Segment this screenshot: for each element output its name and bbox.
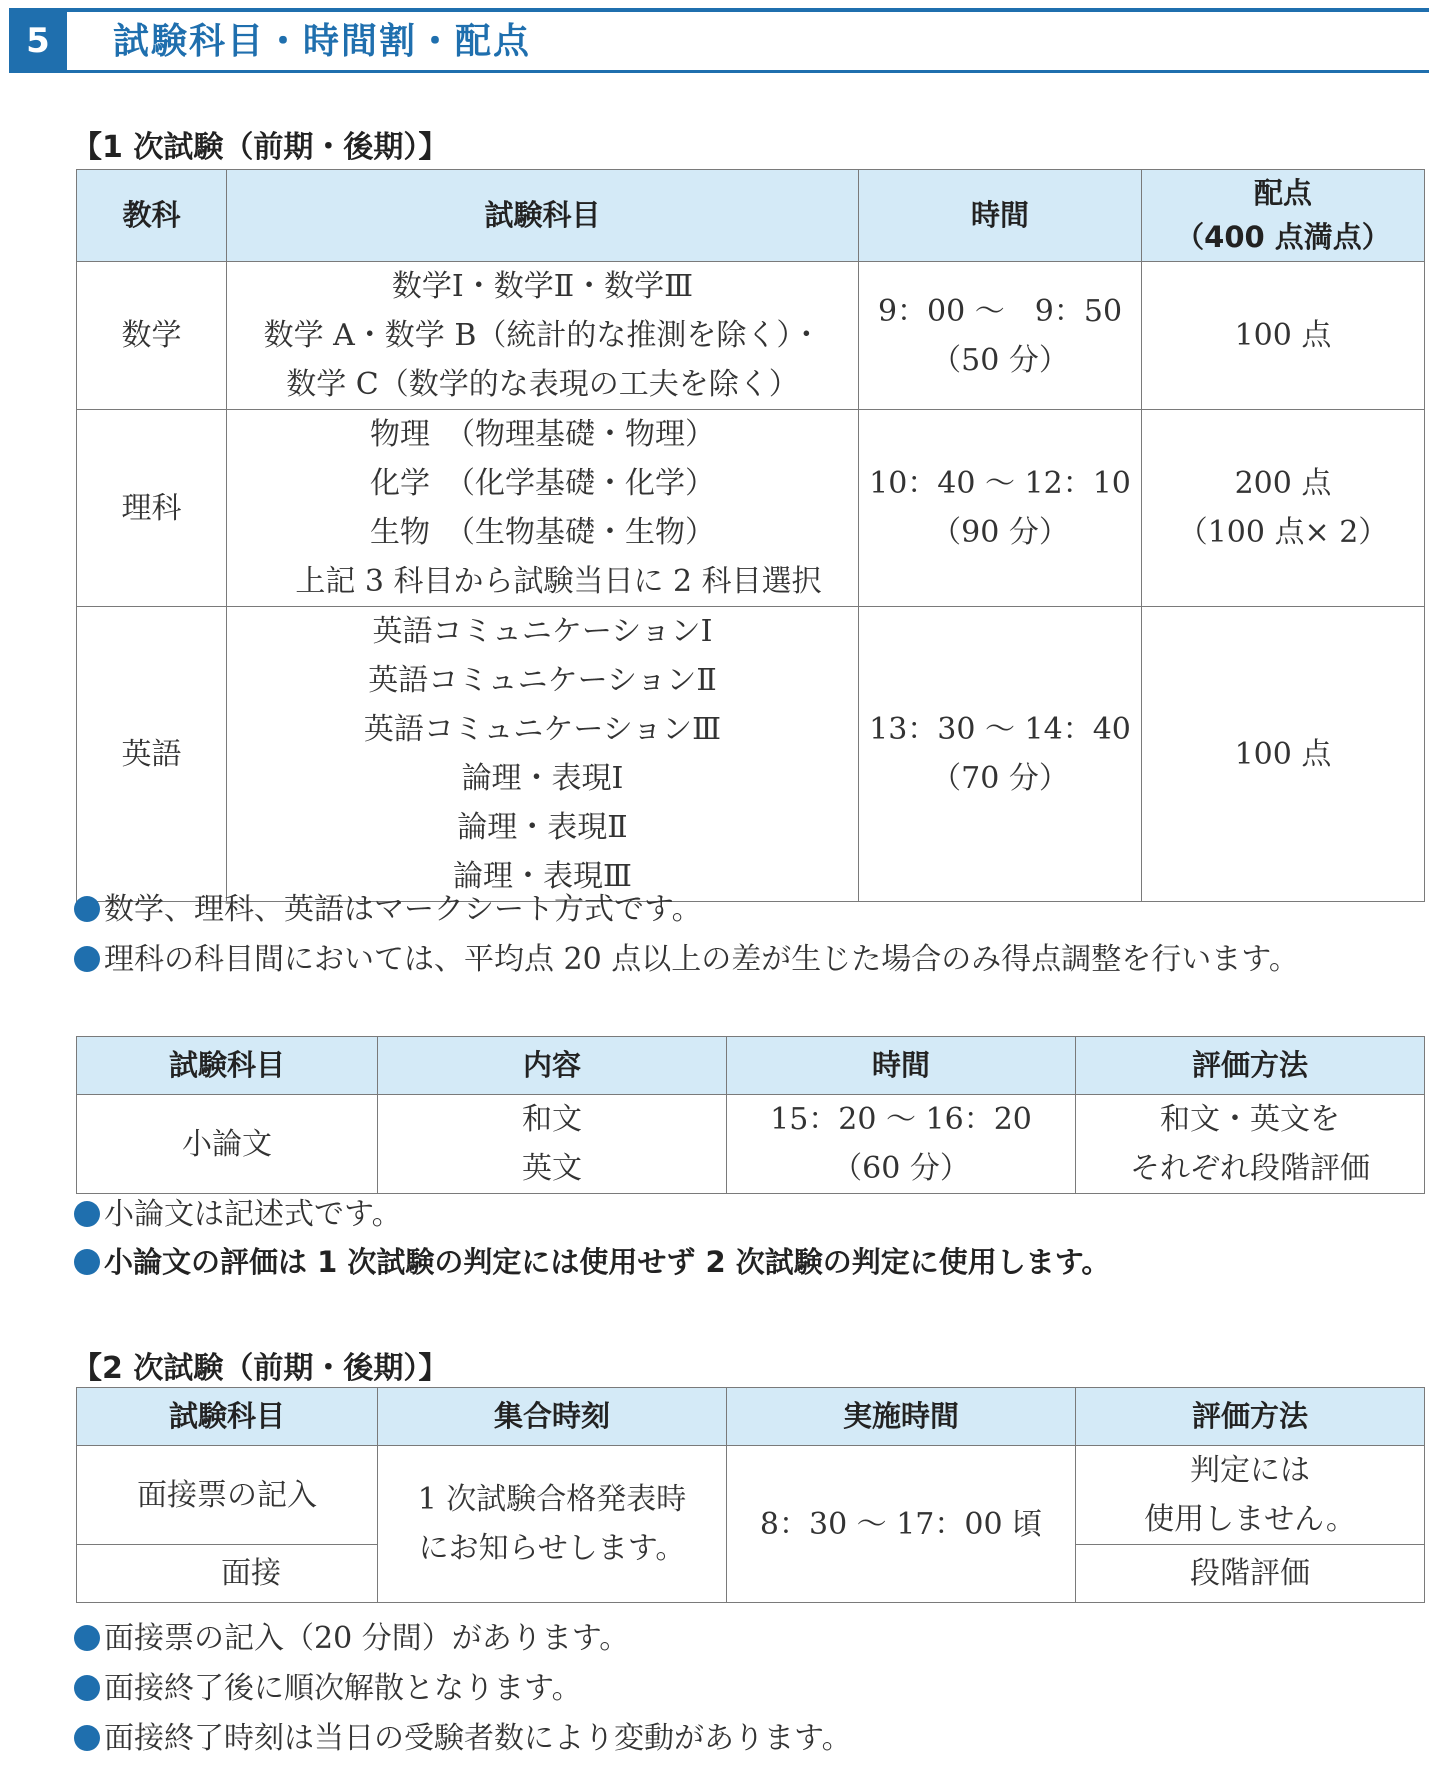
bullet-dot-icon [74,1249,100,1275]
list-item: 物理 （物理基礎・物理） [370,417,715,452]
evaluation-line: 和文・英文を [1160,1102,1340,1137]
time-range: 13：30 ～ 14：40 [869,712,1131,747]
header-exam-subject: 試験科目 [77,1388,378,1446]
evaluation-line: 判定には [1190,1453,1310,1488]
list-item: 数学 C（数学的な表現の工夫を除く） [286,367,799,402]
table-row [77,262,1425,410]
subject-cell: 理科 [77,410,227,607]
gather-line: にお知らせします。 [418,1531,686,1566]
bullet-dot-icon [74,1675,100,1701]
bullet-dot-icon [74,1201,100,1227]
exam1-header-row [77,170,1425,262]
points-value: 200 点 [1234,466,1332,501]
points-detail: （100 点× 2） [1177,515,1389,550]
time-range: 10：40 ～ 12：10 [869,466,1131,501]
duration: （70 分） [931,761,1069,796]
header-gather-time: 集合時刻 [378,1388,727,1446]
header-points-total: （400 点満点） [1175,219,1391,254]
list-item: 英文 [522,1151,582,1186]
note-score-adjust: 理科の科目間においては、平均点 20 点以上の差が生じた場合のみ得点調整を行います。 [74,935,1299,984]
time-cell [859,410,1142,607]
header-exam-items: 試験科目 [227,170,859,262]
table-row [77,1446,1425,1545]
header-top-rule [9,8,1429,12]
run-time-cell: 8：30 ～ 17：00 頃 [727,1446,1076,1603]
list-item: 化学 （化学基礎・化学） [370,466,715,501]
essay-time-cell [727,1095,1076,1194]
list-item: 英語コミュニケーションⅡ [368,663,717,698]
duration: （90 分） [931,515,1069,550]
gather-cell [378,1446,727,1603]
evaluation-line: それぞれ段階評価 [1130,1151,1370,1186]
table-row [77,1095,1425,1194]
note-mark-sheet: 数学、理科、英語はマークシート方式です。 [74,885,702,934]
list-item: 論理・表現Ⅱ [457,810,628,845]
duration: （60 分） [832,1151,970,1186]
header-content: 内容 [378,1037,727,1095]
bullet-dot-icon [74,946,100,972]
list-item: 英語コミュニケーションⅠ [372,614,713,649]
subject-cell: 英語 [77,607,227,902]
note-essay-evaluation: 小論文の評価は 1 次試験の判定には使用せず 2 次試験の判定に使用します。 [74,1238,1110,1287]
bullet-dot-icon [74,1725,100,1751]
header-run-time: 実施時間 [727,1388,1076,1446]
list-item: 生物 （生物基礎・生物） [370,515,715,550]
evaluation-line: 使用しません。 [1144,1502,1356,1537]
exam1-table [76,169,1425,902]
header-subject: 教科 [77,170,227,262]
table-row [77,410,1425,607]
time-range: 9：00 ～ 9：50 [877,293,1123,329]
interview-cell: 面接 [77,1545,378,1603]
interview-eval-cell: 段階評価 [1076,1545,1425,1603]
essay-evaluation-cell [1076,1095,1425,1194]
list-item: 数学Ⅰ・数学Ⅱ・数学Ⅲ [391,269,694,304]
exam2-header-row [77,1388,1425,1446]
header-exam-subject: 試験科目 [77,1037,378,1095]
duration: （50 分） [931,342,1069,378]
note-essay-format: 小論文は記述式です。 [74,1190,402,1239]
header-evaluation: 評価方法 [1076,1388,1425,1446]
header-bottom-rule [9,70,1429,73]
header-evaluation: 評価方法 [1076,1037,1425,1095]
essay-header-row [77,1037,1425,1095]
list-item: 和文 [522,1102,582,1137]
list-item: 論理・表現Ⅰ [461,761,624,796]
list-item: 論理・表現Ⅲ [453,859,632,894]
time-cell [859,607,1142,902]
exam1-heading: 【1 次試験（前期・後期）】 [72,130,449,165]
note-dismissal: 面接終了後に順次解散となります。 [74,1664,582,1713]
header-time: 時間 [727,1037,1076,1095]
bullet-dot-icon [74,1625,100,1651]
essay-subject-cell: 小論文 [77,1095,378,1194]
points-cell: 100 点 [1142,262,1425,410]
essay-content-cell [378,1095,727,1194]
header-time: 時間 [859,170,1142,262]
table-row [77,607,1425,902]
note-form-time: 面接票の記入（20 分間）があります。 [74,1614,629,1663]
essay-table [76,1036,1425,1194]
section-title: 試験科目・時間割・配点 [113,21,532,62]
note-end-time: 面接終了時刻は当日の受験者数により変動があります。 [74,1714,852,1763]
exam2-heading: 【2 次試験（前期・後期）】 [72,1351,449,1386]
section-number: 5 [9,12,67,70]
list-item: 数学 A・数学 B（統計的な推測を除く）・ [263,318,822,353]
points-cell: 100 点 [1142,607,1425,902]
time-range: 15：20 ～ 16：20 [770,1102,1032,1137]
selection-note: 上記 3 科目から試験当日に 2 科目選択 [295,564,822,599]
section-header [9,8,1429,68]
items-cell [227,410,859,607]
list-item: 英語コミュニケーションⅢ [363,712,722,747]
items-cell [227,262,859,410]
items-cell [227,607,859,902]
exam2-table [76,1387,1425,1603]
header-points [1142,170,1425,262]
subject-cell: 数学 [77,262,227,410]
form-eval-cell [1076,1446,1425,1545]
points-cell [1142,410,1425,607]
header-points-label: 配点 [1253,176,1312,210]
form-entry-cell: 面接票の記入 [77,1446,378,1545]
gather-line: 1 次試験合格発表時 [417,1482,687,1517]
bullet-dot-icon [74,896,100,922]
time-cell [859,262,1142,410]
